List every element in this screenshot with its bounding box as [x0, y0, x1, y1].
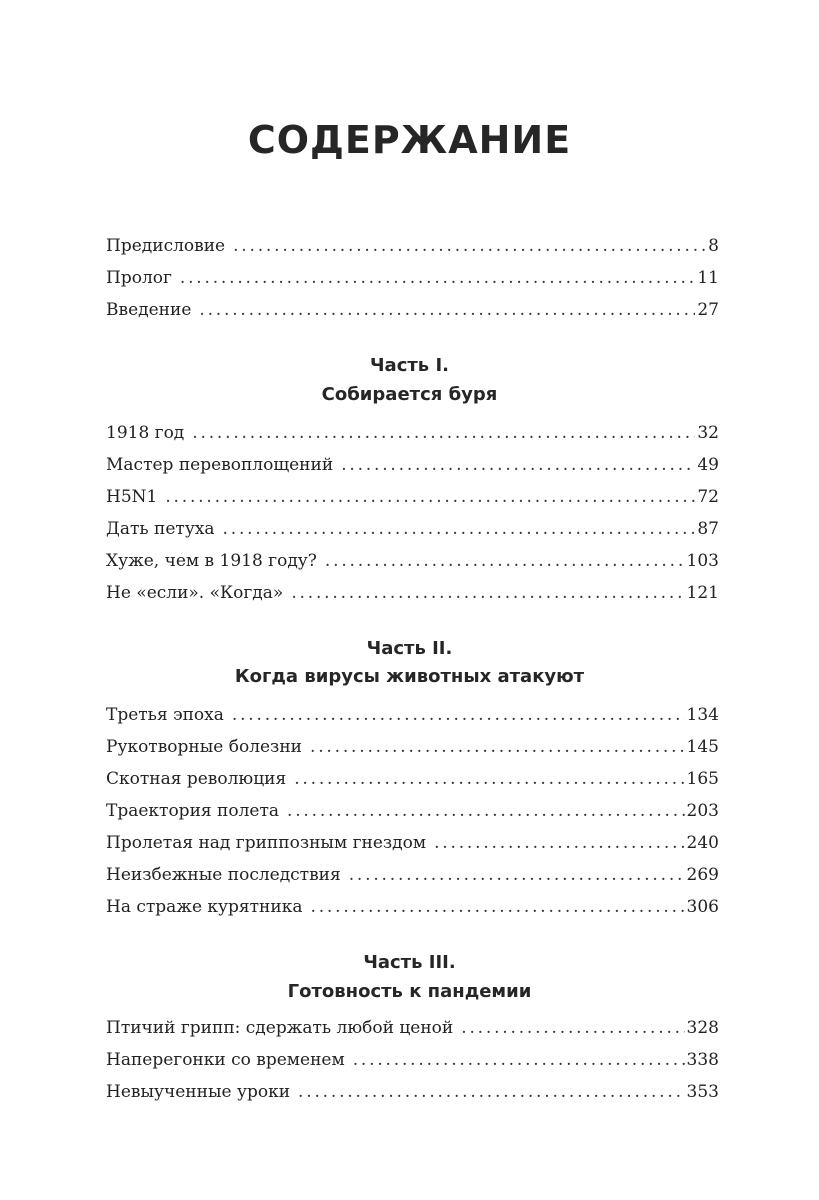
dot-leader [294, 769, 684, 789]
toc-entry [106, 1082, 719, 1108]
part-3-number: Часть III. [363, 952, 456, 973]
toc-entry-label: 1918 год [106, 423, 185, 443]
toc-entry-label: Дать петуха [106, 519, 215, 539]
dot-leader [199, 300, 695, 320]
toc-entry-label: Не «если». «Когда» [106, 583, 284, 603]
toc-entry [106, 423, 719, 449]
toc-entry [106, 1050, 719, 1076]
toc-entry-label: Невыученные уроки [106, 1082, 291, 1102]
dot-leader [233, 236, 706, 256]
dot-leader [165, 487, 695, 507]
toc-entry-page: 328 [686, 1018, 719, 1038]
dot-leader [434, 833, 684, 853]
toc-entry-page: 87 [697, 519, 719, 539]
toc-entry [106, 769, 719, 795]
toc-entry [106, 737, 719, 763]
toc-entry-label: Мастер перевоплощений [106, 455, 334, 475]
toc-entry [106, 455, 719, 481]
toc-entry [106, 865, 719, 891]
dot-leader [232, 705, 685, 725]
dot-leader [180, 268, 695, 288]
toc-entry-label: Рукотворные болезни [106, 737, 302, 757]
toc-entry-page: 27 [697, 300, 719, 320]
dot-leader [461, 1018, 684, 1038]
toc-entry-page: 121 [686, 583, 719, 603]
toc-entry-page: 103 [686, 551, 719, 571]
toc-entry-page: 240 [686, 833, 719, 853]
toc-entry [106, 519, 719, 545]
toc-entry-label: Пролетая над гриппозным гнездом [106, 833, 427, 853]
toc-entry-page: 11 [697, 268, 719, 288]
toc-entry [106, 583, 719, 609]
dot-leader [291, 583, 684, 603]
toc-entry-label: Скотная революция [106, 769, 287, 789]
toc-entry-page: 32 [697, 423, 719, 443]
page-title: СОДЕРЖАНИЕ [247, 118, 572, 162]
toc-entry [106, 551, 719, 577]
toc-entry-page: 353 [686, 1082, 719, 1102]
toc-entry-page: 203 [686, 801, 719, 821]
toc-entry-label: Наперегонки со временем [106, 1050, 345, 1070]
toc-entry [106, 897, 719, 923]
toc-entry-prologue [106, 268, 719, 294]
toc-entry-label: Хуже, чем в 1918 году? [106, 551, 317, 571]
toc-entry-label: H5N1 [106, 487, 158, 507]
dot-leader [287, 801, 685, 821]
toc-entry-page: 72 [697, 487, 719, 507]
dot-leader [353, 1050, 685, 1070]
toc-entry-introduction [106, 300, 719, 326]
dot-leader [325, 551, 685, 571]
toc-entry-label: Птичий грипп: сдержать любой ценой [106, 1018, 454, 1038]
part-1-number: Часть I. [370, 355, 449, 376]
toc-entry [106, 487, 719, 513]
toc-entry-page: 134 [686, 705, 719, 725]
toc-entry-label: На страже курятника [106, 897, 303, 917]
dot-leader [341, 455, 695, 475]
toc-entry-page: 338 [686, 1050, 719, 1070]
dot-leader [223, 519, 696, 539]
dot-leader [298, 1082, 685, 1102]
toc-entry-page: 49 [697, 455, 719, 475]
toc-entry [106, 1018, 719, 1044]
toc-entry-label: Предисловие [106, 236, 226, 256]
toc-entry-page: 8 [708, 236, 719, 256]
dot-leader [310, 737, 685, 757]
part-3-title: Готовность к пандемии [287, 981, 532, 1002]
toc-entry-page: 269 [686, 865, 719, 885]
toc-entry [106, 705, 719, 731]
toc-entry-label: Третья эпоха [106, 705, 224, 725]
toc-entry-foreword [106, 236, 719, 262]
toc-entry-label: Траектория полета [106, 801, 279, 821]
toc-entry-label: Неизбежные последствия [106, 865, 341, 885]
toc-entry-label: Пролог [106, 268, 172, 288]
dot-leader [349, 865, 685, 885]
toc-entry [106, 801, 719, 827]
toc-entry [106, 833, 719, 859]
toc-entry-page: 145 [686, 737, 719, 757]
toc-entry-page: 165 [686, 769, 719, 789]
dot-leader [192, 423, 695, 443]
part-1-title: Собирается буря [321, 384, 498, 405]
toc-entry-page: 306 [686, 897, 719, 917]
toc-entry-label: Введение [106, 300, 192, 320]
part-2-title: Когда вирусы животных атакуют [234, 666, 585, 687]
part-2-number: Часть II. [366, 638, 453, 659]
dot-leader [310, 897, 684, 917]
